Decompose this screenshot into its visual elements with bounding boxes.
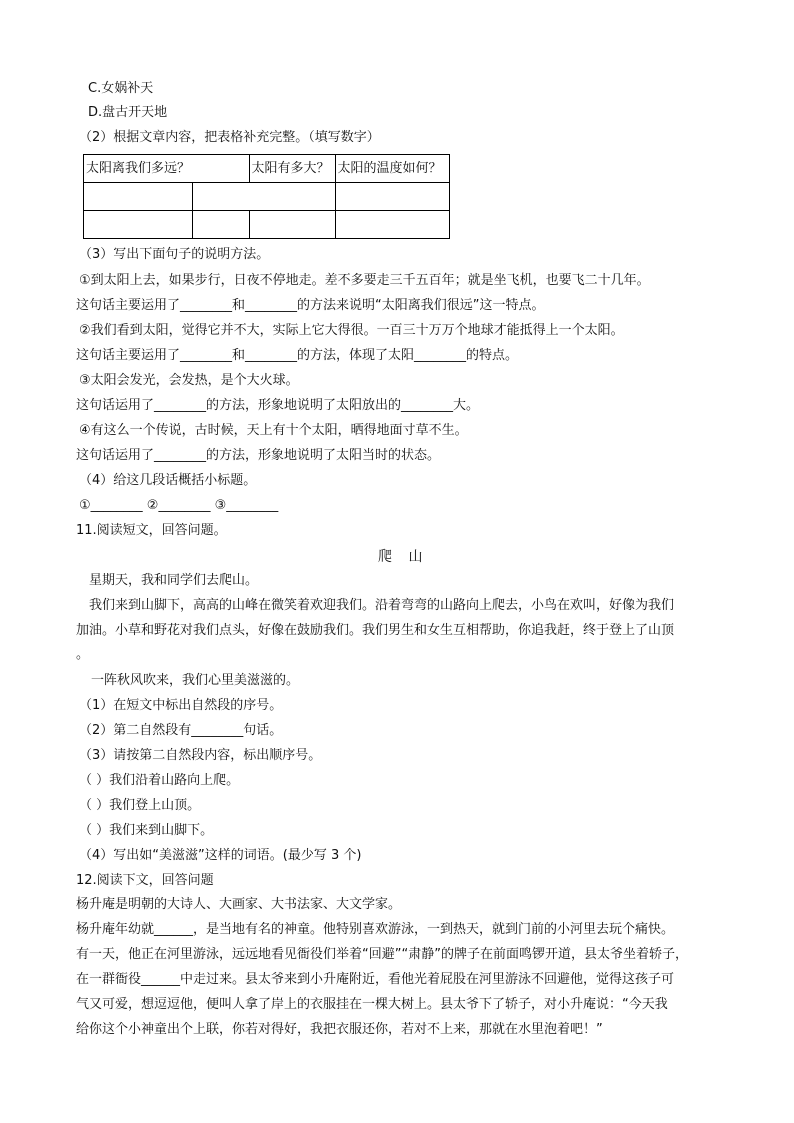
table-header-1: 太阳离我们多远？ — [84, 155, 193, 183]
q11-p2-line2: 加油。小草和野花对我们点头，好像在鼓励我们。我们男生和女生互相帮助，你追我赶，终于登上了山顶 — [76, 623, 675, 638]
sentence-4: ④有这么一个传说，古时候，天上有十个太阳，晒得地面寸草不生。 — [79, 423, 468, 438]
sentence-4-blank: 这句话运用了________的方法，形象地说明了太阳当时的状态。 — [76, 448, 441, 463]
table-cell[interactable] — [192, 183, 335, 211]
table-cell[interactable] — [84, 211, 193, 239]
q12-line1: 杨升庵是明朝的大诗人、大画家、大书法家、大文学家。 — [76, 897, 402, 912]
q12-line6: 给你这个小神童出个上联，你若对得好，我把衣服还你，若对不上来，那就在水里泡着吧！” — [76, 1022, 603, 1037]
fill-table — [83, 154, 450, 239]
table-cell[interactable] — [84, 183, 193, 211]
order-item-3: （ ）我们来到山脚下。 — [79, 823, 214, 838]
sentence-2: ②我们看到太阳，觉得它并不大，实际上它大得很。一百三十万万个地球才能抵得上一个太阳。 — [79, 323, 624, 338]
q11-sub1: （1）在短文中标出自然段的序号。 — [79, 698, 283, 713]
q12-line5: 气又可爱，想逗逗他，便叫人拿了岸上的衣服挂在一棵大树上。县太爷下了轿子，对小升庵说：“今天我 — [76, 997, 668, 1012]
option-c: C.女娲补天 — [88, 81, 154, 96]
q10-sub4-blanks: ①________ ②________ ③________ — [79, 498, 279, 513]
sentence-1: ①到太阳上去，如果步行，日夜不停地走。差不多要走三千五百年；就是坐飞机，也要飞二十几年。 — [79, 273, 650, 288]
order-item-1: （ ）我们沿着山路向上爬。 — [79, 773, 240, 788]
table-cell[interactable] — [192, 211, 249, 239]
sentence-2-blank: 这句话主要运用了________和________的方法，体现了太阳________的特点。 — [76, 348, 519, 363]
q12-line2: 杨升庵年幼就______，是当地有名的神童。他特别喜欢游泳，一到热天，就到门前的小河里去玩个痛快。 — [76, 922, 675, 937]
q11-heading: 11.阅读短文，回答问题。 — [76, 523, 227, 538]
q10-sub4: （4）给这几段话概括小标题。 — [79, 473, 257, 488]
q12-line3: 有一天，他正在河里游泳，远远地看见衙役们举着“回避”“肃静”的牌子在前面鸣锣开道，县太爷坐着轿子， — [76, 947, 688, 962]
sentence-1-blank: 这句话主要运用了________和________的方法来说明“太阳离我们很远”这一特点。 — [76, 298, 545, 313]
q11-sub2: （2）第二自然段有________句话。 — [79, 723, 283, 738]
q12-line4: 在一群衙役______中走过来。县太爷来到小升庵附近，看他光着屁股在河里游泳不回避他，觉得这孩子可 — [76, 972, 675, 987]
q10-sub2: （2）根据文章内容，把表格补充完整。（填写数字） — [79, 130, 380, 145]
q12-heading: 12.阅读下文，回答问题 — [76, 873, 214, 888]
table-header-1-cont — [192, 155, 249, 183]
q11-sub3: （3）请按第二自然段内容，标出顺序号。 — [79, 748, 322, 763]
sentence-3-blank: 这句话运用了________的方法，形象地说明了太阳放出的________大。 — [76, 398, 480, 413]
table-cell[interactable] — [335, 211, 449, 239]
q11-p3: 一阵秋风吹来，我们心里美滋滋的。 — [91, 673, 300, 688]
q10-sub3: （3）写出下面句子的说明方法。 — [79, 247, 270, 262]
table-cell[interactable] — [249, 211, 335, 239]
table-header-3: 太阳的温度如何？ — [335, 155, 449, 183]
option-d: D.盘古开天地 — [88, 105, 168, 120]
passage-title: 爬 山 — [378, 549, 429, 565]
table-cell[interactable] — [335, 183, 449, 211]
q11-sub4: （4）写出如“美滋滋”这样的词语。(最少写 3 个) — [79, 848, 362, 863]
q11-p2-line3: 。 — [76, 647, 90, 662]
order-item-2: （ ）我们登上山顶。 — [79, 798, 201, 813]
q11-p2-line1: 我们来到山脚下，高高的山峰在微笑着欢迎我们。沿着弯弯的山路向上爬去，小鸟在欢叫，好像为我们 — [89, 598, 675, 613]
table-header-2: 太阳有多大？ — [249, 155, 335, 183]
q11-p1: 星期天，我和同学们去爬山。 — [89, 573, 259, 588]
sentence-3: ③太阳会发光，会发热，是个大火球。 — [79, 373, 299, 388]
